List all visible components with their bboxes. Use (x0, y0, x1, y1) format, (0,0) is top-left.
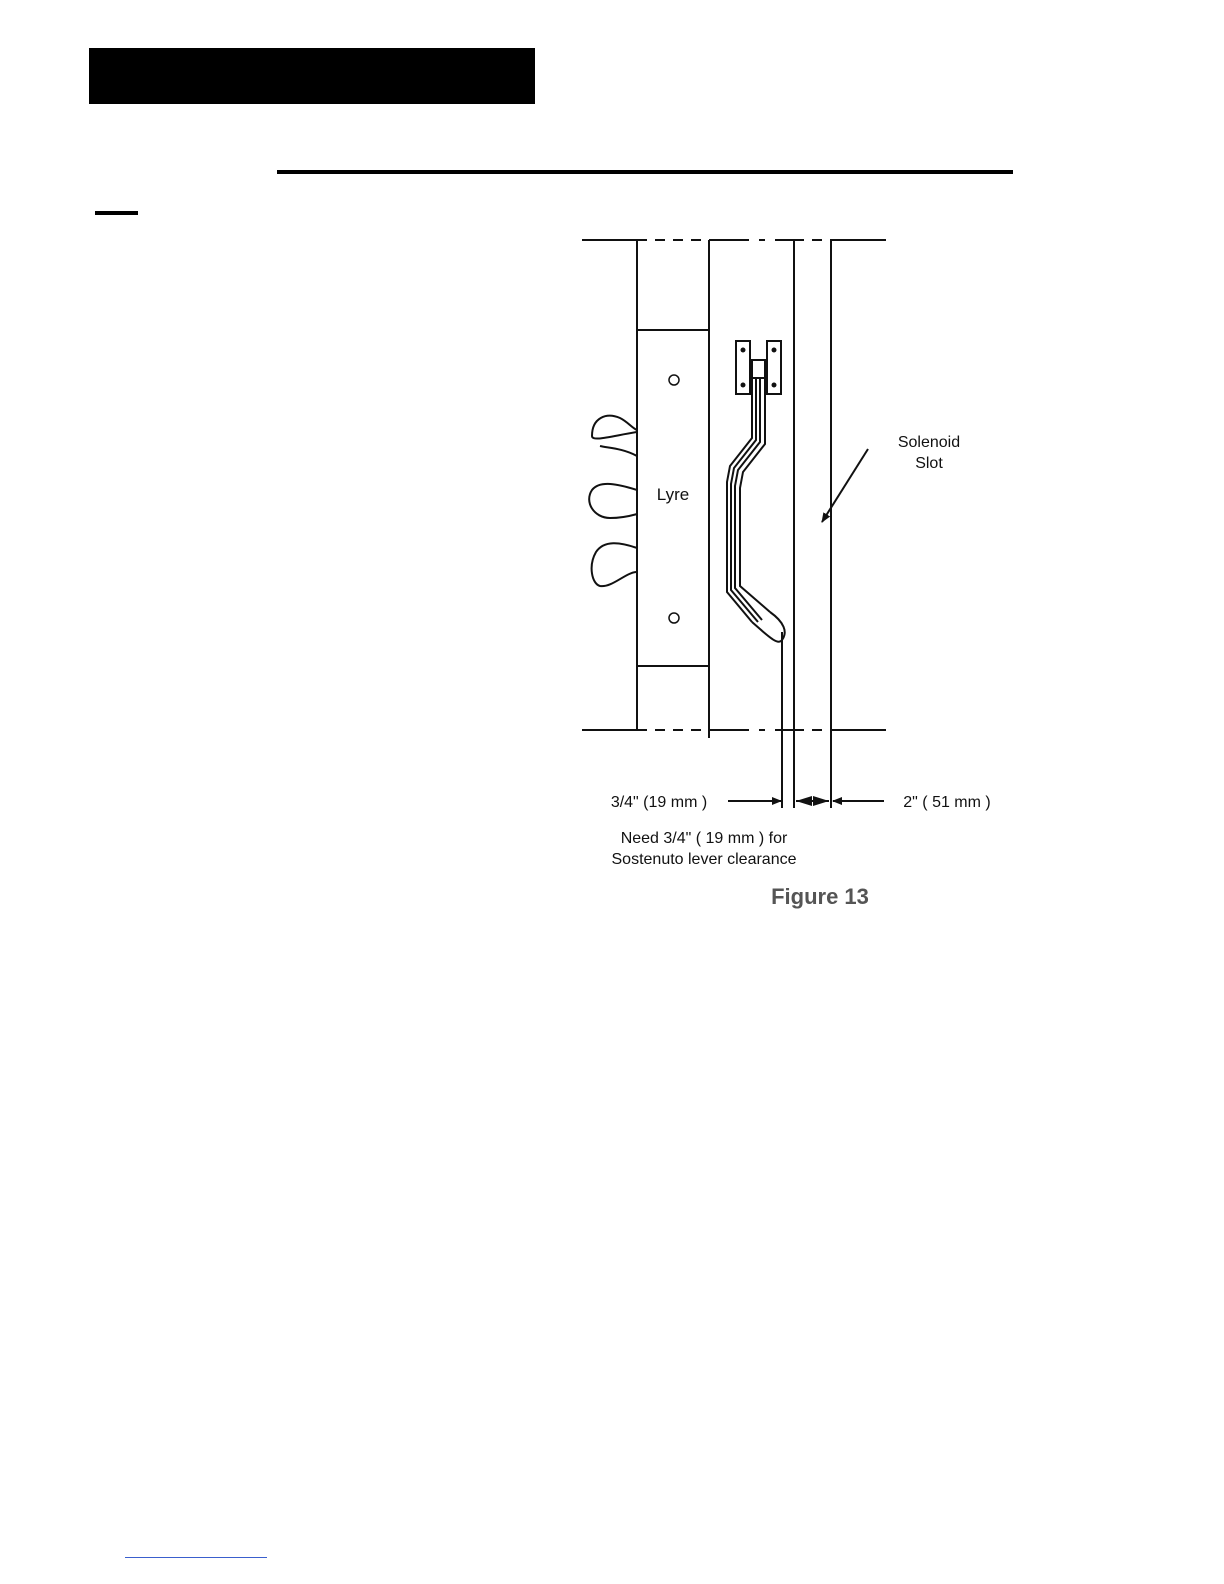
slot-dimension-label: 2" ( 51 mm ) (903, 794, 991, 811)
slot-label: Slot (915, 455, 943, 472)
bracket-screw-3 (772, 348, 777, 353)
bracket-screw-2 (741, 383, 746, 388)
figure-caption: Figure 13 (771, 884, 869, 909)
bracket-screw-1 (741, 348, 746, 353)
solenoid-leader-line (822, 449, 868, 522)
pedal-1 (592, 416, 637, 439)
pedal-3 (592, 543, 637, 586)
solenoid-label: Solenoid (897, 434, 961, 451)
clearance-dimension-label: 3/4" (19 mm ) (610, 794, 708, 811)
pedal-2 (589, 484, 637, 518)
lever-tip (752, 612, 785, 642)
slot-inner-arrow-right (813, 796, 829, 806)
lyre-label: Lyre (656, 485, 690, 504)
lyre-screw-hole-bottom (669, 613, 679, 623)
clearance-note-line-2: Sostenuto lever clearance (611, 851, 797, 868)
bracket-screw-4 (772, 383, 777, 388)
bracket-clamp (752, 360, 765, 378)
lyre-screw-hole-top (669, 375, 679, 385)
pedal-1-edge (600, 446, 637, 456)
clearance-note-line-1: Need 3/4" ( 19 mm ) for (620, 830, 788, 847)
footer-link-underline[interactable] (125, 1557, 267, 1558)
slot-inner-arrow-left (796, 796, 812, 806)
